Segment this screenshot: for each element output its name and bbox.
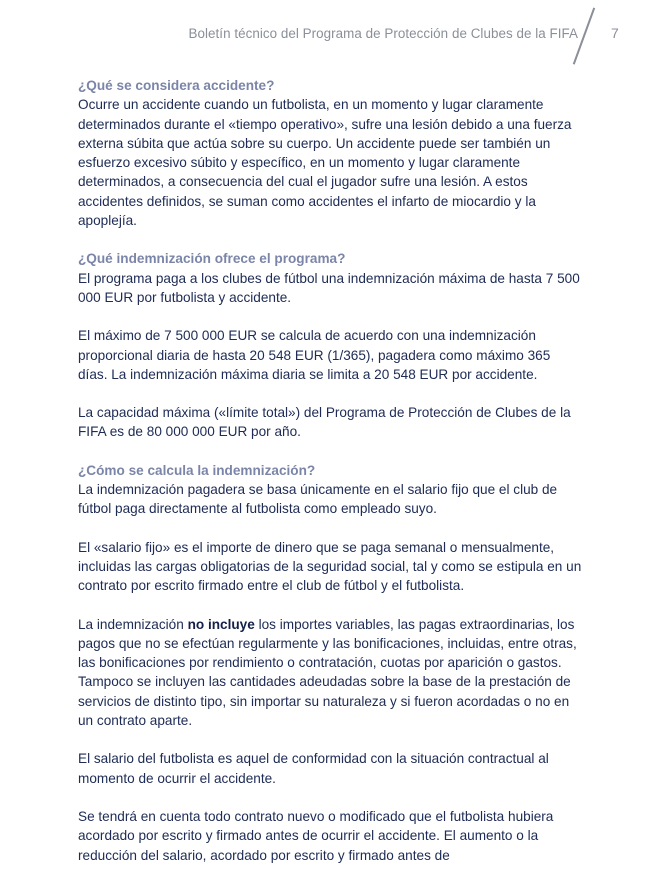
text-segment: los importes variables, las pagas extraordinarias, los pagos que no se efectúan regularmente y las bonificaciones, incluidas, entre otras, las bonificaciones por rendimiento o contratación, cuotas por aparición o gastos. Tampoco se incluyen las cantidades adeudadas sobre la base de la prestación de servicios de distinto tipo, sin importar su naturaleza y si fueron acordadas o no en un contrato aparte. xyxy=(78,616,577,729)
section-heading: ¿Qué se considera accidente? xyxy=(78,78,275,93)
text-segment: La indemnización xyxy=(78,616,188,632)
section-compensation-offered xyxy=(78,249,583,441)
paragraph: La indemnización pagadera se basa únicamente en el salario fijo que el club de fútbol paga directamente al futbolista como empleado suyo. xyxy=(78,482,558,517)
paragraph: El máximo de 7 500 000 EUR se calcula de acuerdo con una indemnización proporcional diaria de hasta 20 548 EUR (1/365), pagadera como máximo 365 días. La indemnización máxima diaria se limita a 20 548 EUR por accidente. xyxy=(78,328,551,382)
paragraph: El salario del futbolista es aquel de conformidad con la situación contractual al momento de ocurrir el accidente. xyxy=(78,751,549,786)
section-heading: ¿Qué indemnización ofrece el programa? xyxy=(78,251,346,267)
paragraph-not-included xyxy=(78,615,583,731)
page-number: 7 xyxy=(611,25,619,41)
paragraph: El programa paga a los clubes de fútbol una indemnización máxima de hasta 7 500 000 EUR por futbolista y accidente. xyxy=(78,270,580,305)
paragraph: Se tendrá en cuenta todo contrato nuevo o modificado que el futbolista hubiera acordado por escrito y firmado antes de ocurrir el accidente. El aumento o la reducción del salario, acordado por escrito y firmado antes de xyxy=(78,808,554,863)
section-compensation-calculation xyxy=(78,461,583,865)
paragraph: El «salario fijo» es el importe de dinero que se paga semanal o mensualmente, incluidas las cargas obligatorias de la seguridad social, tal y como se estipula en un contrato por escrito firmado entre el club de fútbol y el futbolista. xyxy=(78,539,582,594)
paragraph: Ocurre un accidente cuando un futbolista, en un momento y lugar claramente determinados durante el «tiempo operativo», sufre una lesión debido a una fuerza externa súbita que actúa sobre su cuerpo. Un accidente puede ser también un esfuerzo excesivo súbito y específico, en un momento y lugar claramente determinados, a consecuencia del cual el jugador sufre una lesión. A estos accidentes definidos, se suman como accidentes el infarto de miocardio y la apoplejía. xyxy=(78,97,572,229)
page-header xyxy=(0,24,660,50)
page-content xyxy=(78,76,583,884)
section-accident-definition xyxy=(78,76,583,230)
section-heading: ¿Cómo se calcula la indemnización? xyxy=(78,462,316,478)
emphasis-text: no incluye xyxy=(187,616,255,632)
document-title: Boletín técnico del Programa de Protección de Clubes de la FIFA xyxy=(188,26,578,41)
paragraph: La capacidad máxima («límite total») del Programa de Protección de Clubes de la FIFA es de 80 000 000 EUR por año. xyxy=(78,405,571,440)
